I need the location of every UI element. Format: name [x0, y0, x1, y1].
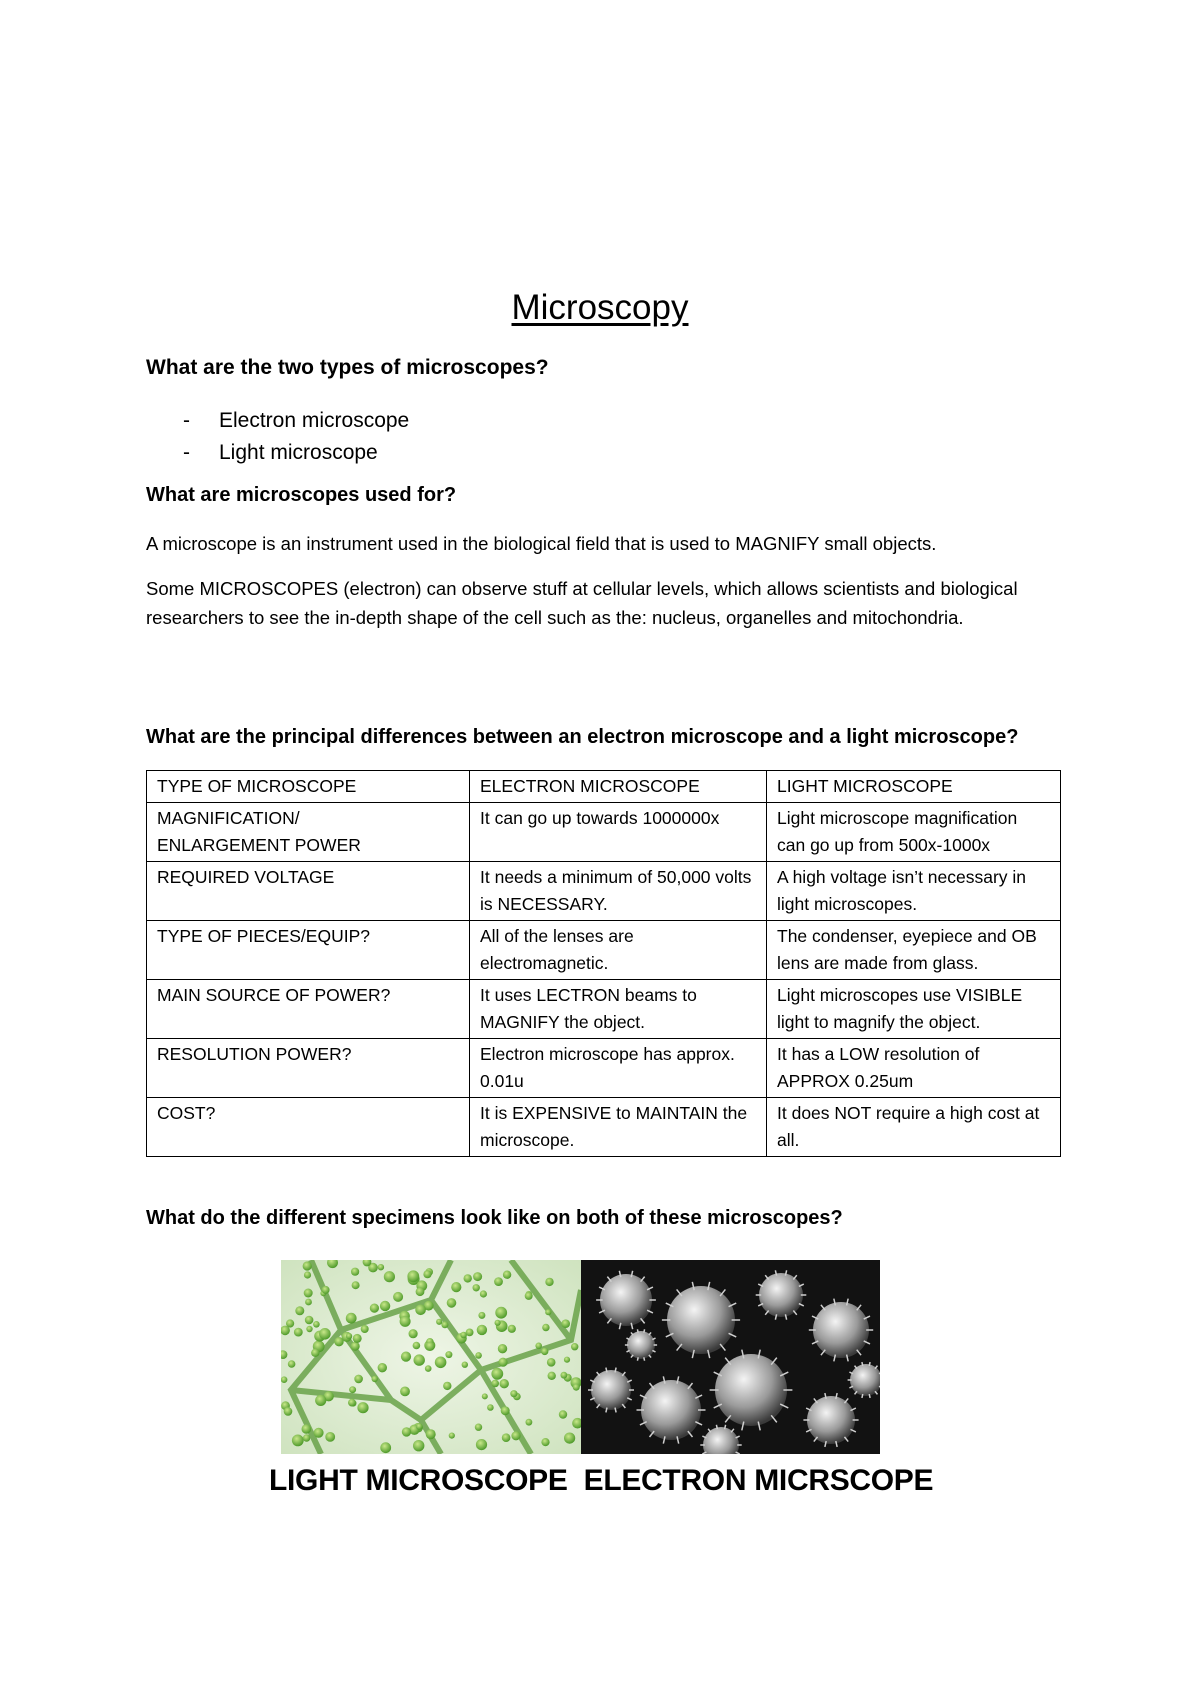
chloroplast	[559, 1410, 567, 1418]
chloroplast	[380, 1442, 391, 1453]
chloroplast	[311, 1349, 319, 1357]
chloroplast	[545, 1309, 551, 1315]
chloroplast	[426, 1429, 436, 1439]
table-row	[147, 862, 1061, 921]
table-cell: RESOLUTION POWER?	[147, 1039, 470, 1098]
chloroplast	[508, 1325, 516, 1333]
chloroplast	[304, 1289, 313, 1298]
chloroplast	[561, 1372, 568, 1379]
table-cell: It can go up towards 1000000x	[470, 803, 767, 862]
chloroplast	[466, 1329, 474, 1337]
light-microscope-image	[281, 1260, 583, 1454]
chloroplast	[564, 1357, 570, 1363]
chloroplast	[313, 1321, 320, 1328]
chloroplast	[305, 1299, 312, 1306]
image-caption: LIGHT MICROSCOPE ELECTRON MICRSCOPE	[269, 1464, 934, 1497]
chloroplast	[443, 1382, 451, 1390]
chloroplast	[498, 1344, 507, 1353]
table-cell: The condenser, eyepiece and OB lens are made from glass.	[767, 921, 1061, 980]
chloroplast	[498, 1358, 507, 1367]
chloroplast	[384, 1271, 395, 1282]
chloroplast	[462, 1362, 468, 1368]
chloroplast	[571, 1343, 578, 1350]
page-title: Microscopy	[511, 288, 689, 327]
table-row	[147, 980, 1061, 1039]
chloroplast	[314, 1428, 324, 1438]
list-item-text: Electron microscope	[219, 409, 410, 432]
chloroplast	[322, 1286, 330, 1294]
paragraph-electron-usage: Some MICROSCOPES (electron) can observe stuff at cellular levels, which allows scientists and biological researchers to see the in-depth shape of the cell such as the: nucleus, organelles and mitochondria.	[146, 578, 1018, 628]
chloroplast	[475, 1424, 482, 1431]
microscope-types-list	[183, 405, 409, 469]
chloroplast	[294, 1328, 303, 1337]
chloroplast	[351, 1268, 359, 1276]
chloroplast	[525, 1292, 533, 1300]
table-row	[147, 1098, 1061, 1157]
table-cell: COST?	[147, 1098, 470, 1157]
chloroplast	[413, 1440, 424, 1451]
question-types: What are the two types of microscopes?	[146, 356, 549, 379]
chloroplast	[407, 1270, 419, 1282]
chloroplast	[357, 1402, 368, 1413]
chloroplast	[393, 1292, 403, 1302]
table-cell: Light microscopes use VISIBLE light to magnify the object.	[767, 980, 1061, 1039]
chloroplast	[477, 1325, 487, 1335]
chloroplast	[564, 1433, 575, 1444]
table-row	[147, 921, 1061, 980]
chloroplast	[372, 1376, 378, 1382]
chloroplast	[542, 1324, 549, 1331]
chloroplast	[306, 1326, 312, 1332]
chloroplast	[561, 1319, 570, 1328]
table-cell: It has a LOW resolution of APPROX 0.25um	[767, 1039, 1061, 1098]
chloroplast	[425, 1365, 432, 1372]
question-differences: What are the principal differences between an electron microscope and a light microscope?	[146, 726, 1019, 748]
chloroplast	[423, 1270, 431, 1278]
chloroplast	[354, 1375, 363, 1384]
chloroplast	[501, 1406, 510, 1415]
table-cell: It needs a minimum of 50,000 volts is NECESSARY.	[470, 862, 767, 921]
chloroplast	[511, 1431, 520, 1440]
chloroplast	[351, 1342, 360, 1351]
bullet-marker: -	[183, 409, 190, 432]
chloroplast	[494, 1277, 503, 1286]
table-cell: Light microscope magnification can go up from 500x-1000x	[767, 803, 1061, 862]
chloroplast	[353, 1334, 362, 1343]
chloroplast	[451, 1282, 461, 1292]
table-cell: All of the lenses are electromagnetic.	[470, 921, 767, 980]
chloroplast	[346, 1333, 352, 1339]
chloroplast	[426, 1342, 435, 1351]
table-cell-line: ENLARGEMENT POWER	[157, 835, 361, 855]
chloroplast	[447, 1298, 457, 1308]
chloroplast	[541, 1438, 549, 1446]
specimen-images	[281, 1260, 880, 1454]
chloroplast	[436, 1319, 442, 1325]
chloroplast	[491, 1380, 499, 1388]
chloroplast	[288, 1360, 296, 1368]
chloroplast	[445, 1351, 452, 1358]
chloroplast	[526, 1419, 533, 1426]
chloroplast	[416, 1287, 425, 1296]
list-item	[183, 437, 409, 469]
chloroplast	[510, 1390, 517, 1397]
table-cell: MAGNIFICATION/ ENLARGEMENT POWER	[147, 803, 470, 862]
chloroplast	[413, 1342, 421, 1350]
chloroplast	[573, 1384, 580, 1391]
chloroplast	[348, 1399, 356, 1407]
chloroplast	[370, 1304, 379, 1313]
chloroplast	[476, 1439, 487, 1450]
chloroplast	[473, 1272, 482, 1281]
chloroplast	[303, 1261, 312, 1270]
comparison-table	[146, 770, 1061, 1157]
chloroplast	[500, 1379, 509, 1388]
chloroplast	[473, 1284, 480, 1291]
chloroplast	[349, 1386, 356, 1393]
chloroplast	[378, 1264, 384, 1270]
chloroplast	[548, 1372, 556, 1380]
chloroplast	[441, 1321, 448, 1328]
paragraph-definition: A microscope is an instrument used in the biological field that is used to MAGNIFY small objects.	[146, 533, 937, 554]
chloroplast	[495, 1320, 501, 1326]
chloroplast	[482, 1393, 488, 1399]
chloroplast	[303, 1434, 310, 1441]
table-header-cell: TYPE OF MICROSCOPE	[147, 771, 470, 803]
chloroplast	[352, 1281, 360, 1289]
chloroplast	[380, 1301, 390, 1311]
chloroplast	[416, 1423, 423, 1430]
table-row	[147, 803, 1061, 862]
chloroplast	[503, 1271, 511, 1279]
chloroplast	[449, 1433, 455, 1439]
chloroplast	[409, 1329, 418, 1338]
chloroplast	[535, 1343, 542, 1350]
chloroplast	[305, 1316, 314, 1325]
chloroplast	[295, 1306, 304, 1315]
chloroplast	[435, 1357, 447, 1369]
chloroplast	[319, 1328, 331, 1340]
question-specimens: What do the different specimens look like on both of these microscopes?	[146, 1207, 843, 1229]
chloroplast	[304, 1271, 311, 1278]
chloroplast	[284, 1407, 293, 1416]
chloroplast	[325, 1432, 335, 1442]
specimen-images-svg	[281, 1260, 880, 1454]
chloroplast	[491, 1368, 503, 1380]
chloroplast	[475, 1352, 482, 1359]
chloroplast	[478, 1312, 485, 1319]
chloroplast	[378, 1363, 387, 1372]
chloroplast	[541, 1348, 548, 1355]
chloroplast	[502, 1433, 511, 1442]
table-cell: A high voltage isn’t necessary in light microscopes.	[767, 862, 1061, 921]
table-cell: REQUIRED VOLTAGE	[147, 862, 470, 921]
table-cell: It does NOT require a high cost at all.	[767, 1098, 1061, 1157]
table-cell: TYPE OF PIECES/EQUIP?	[147, 921, 470, 980]
table-row	[147, 1039, 1061, 1098]
chloroplast	[547, 1358, 556, 1367]
table-cell: Electron microscope has approx. 0.01u	[470, 1039, 767, 1098]
chloroplast	[415, 1305, 426, 1316]
chloroplast	[402, 1427, 411, 1436]
chloroplast	[545, 1278, 553, 1286]
electron-microscope-image	[581, 1260, 880, 1454]
table-header-cell: ELECTRON MICROSCOPE	[470, 771, 767, 803]
table-header-row	[147, 771, 1061, 803]
table-header-cell: LIGHT MICROSCOPE	[767, 771, 1061, 803]
chloroplast	[400, 1316, 411, 1327]
chloroplast	[401, 1352, 411, 1362]
bullet-marker: -	[183, 441, 190, 464]
chloroplast	[400, 1387, 410, 1397]
chloroplast	[480, 1290, 487, 1297]
question-uses: What are microscopes used for?	[146, 484, 457, 506]
chloroplast	[281, 1376, 287, 1383]
chloroplast	[346, 1313, 357, 1324]
list-item-text: Light microscope	[219, 441, 378, 464]
table-cell: It is EXPENSIVE to MAINTAIN the microscope.	[470, 1098, 767, 1157]
chloroplast	[464, 1274, 472, 1282]
table-cell: MAIN SOURCE OF POWER?	[147, 980, 470, 1039]
list-item	[183, 405, 409, 437]
chloroplast	[302, 1424, 312, 1434]
chloroplast	[361, 1325, 369, 1333]
table-cell: It uses LECTRON beams to MAGNIFY the object.	[470, 980, 767, 1039]
chloroplast	[315, 1395, 326, 1406]
chloroplast	[495, 1307, 507, 1319]
chloroplast	[414, 1354, 425, 1365]
chloroplast	[487, 1404, 494, 1411]
chloroplast	[292, 1435, 304, 1447]
